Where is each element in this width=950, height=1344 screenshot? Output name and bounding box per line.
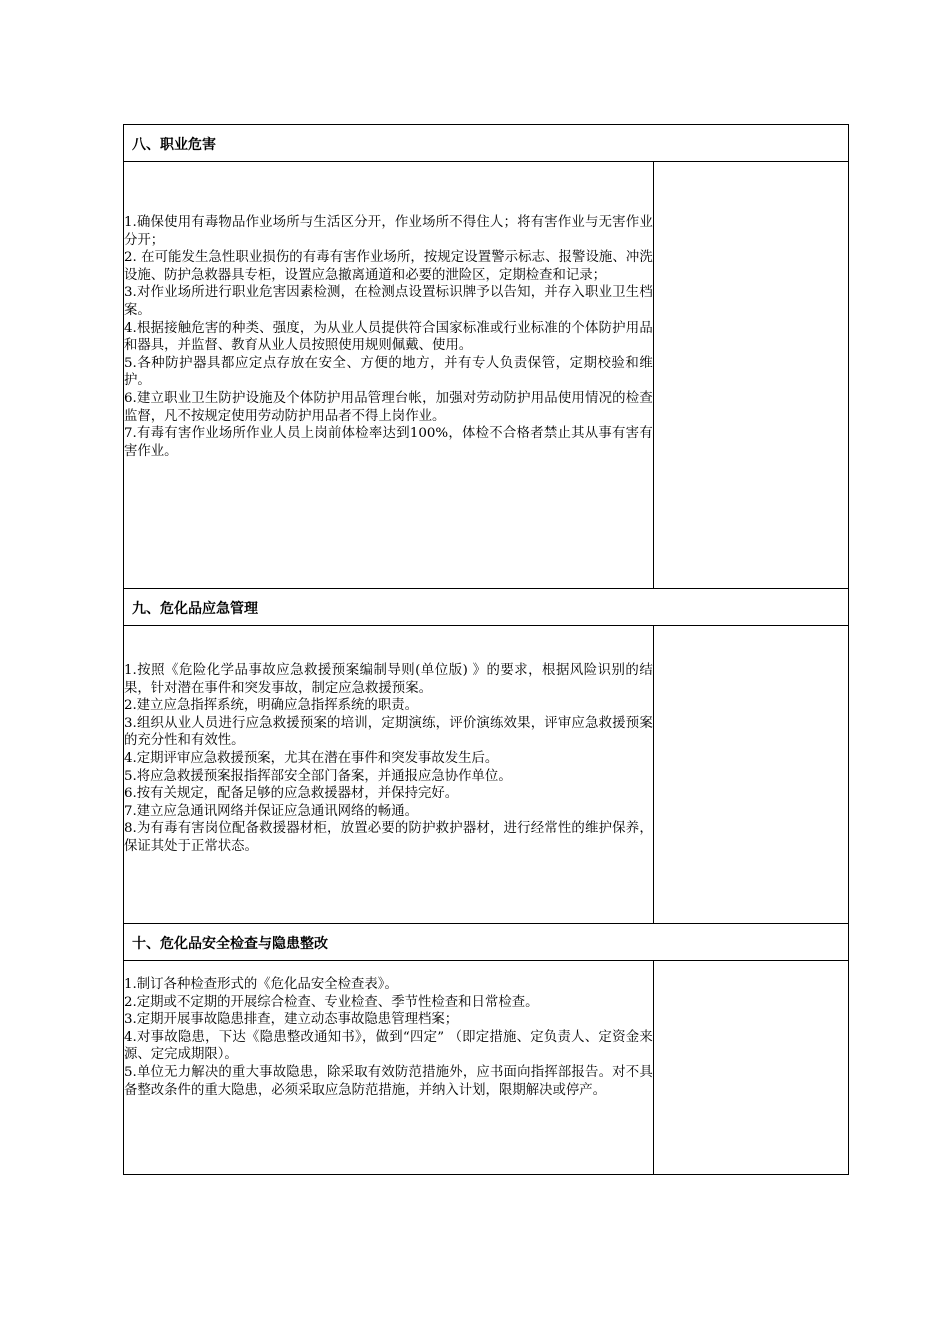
list-item: 3.组织从业人员进行应急救援预案的培训，定期演练，评价演练效果，评审应急救援预案的充分性和有效性。 bbox=[124, 715, 653, 749]
list-item: 4.定期评审应急救援预案，尤其在潜在事件和突发事故发生后。 bbox=[124, 750, 499, 766]
section-content bbox=[124, 626, 654, 924]
section-title: 九、危化品应急管理 bbox=[124, 589, 849, 626]
remarks-cell bbox=[653, 626, 848, 924]
list-item: 1.确保使用有毒物品作业场所与生活区分开，作业场所不得住人；将有害作业与无害作业分开； bbox=[124, 215, 653, 248]
section-body-emergency-management bbox=[124, 626, 849, 924]
section-body-safety-inspection bbox=[124, 961, 849, 1175]
list-item: 5.单位无力解决的重大事故隐患，除采取有效防范措施外，应书面向指挥部报告。对不具备整改条件的重大隐患，必须采取应急防范措施，并纳入计划，限期解决或停产。 bbox=[124, 1064, 653, 1098]
list-item: 4.根据接触危害的种类、强度，为从业人员提供符合国家标准或行业标准的个体防护用品和器具，并监督、教育从业人员按照使用规则佩戴、使用。 bbox=[124, 320, 653, 354]
section-content bbox=[124, 961, 654, 1175]
section-title: 八、职业危害 bbox=[124, 125, 849, 162]
section-header-emergency-management bbox=[124, 589, 849, 626]
list-item: 2. 在可能发生急性职业损伤的有毒有害作业场所，按规定设置警示标志、报警设施、冲洗设施、防护急救器具专柜，设置应急撤离通道和必要的泄险区，定期检查和记录； bbox=[124, 250, 653, 283]
section-header-safety-inspection bbox=[124, 924, 849, 961]
list-item: 7.建立应急通讯网络并保证应急通讯网络的畅通。 bbox=[124, 803, 418, 819]
section-content bbox=[124, 162, 654, 589]
section-header-occupational-hazards bbox=[124, 125, 849, 162]
section-title: 十、危化品安全检查与隐患整改 bbox=[124, 924, 849, 961]
list-item: 2.建立应急指挥系统，明确应急指挥系统的职责。 bbox=[124, 698, 418, 714]
list-item: 3.对作业场所进行职业危害因素检测，在检测点设置标识牌予以告知，并存入职业卫生档案。 bbox=[124, 285, 653, 318]
list-item: 5.将应急救援预案报指挥部安全部门备案，并通报应急协作单位。 bbox=[124, 768, 512, 784]
list-item: 2.定期或不定期的开展综合检查、专业检查、季节性检查和日常检查。 bbox=[124, 994, 539, 1010]
list-item: 1.制订各种检查形式的《危化品安全检查表》。 bbox=[124, 977, 398, 992]
list-item: 1.按照《危险化学品事故应急救援预案编制导则(单位版) 》的要求，根据风险识别的结果，针对潜在事件和突发事故，制定应急救援预案。 bbox=[124, 663, 653, 696]
list-item: 5.各种防护器具都应定点存放在安全、方便的地方，并有专人负责保管，定期校验和维护。 bbox=[124, 355, 653, 389]
list-item: 6.建立职业卫生防护设施及个体防护用品管理台帐，加强对劳动防护用品使用情况的检查监督，凡不按规定使用劳动防护用品者不得上岗作业。 bbox=[124, 390, 653, 424]
list-item: 8.为有毒有害岗位配备救援器材柜，放置必要的防护救护器材，进行经常性的维护保养，保证其处于正常状态。 bbox=[124, 821, 653, 854]
list-item: 6.按有关规定，配备足够的应急救援器材，并保持完好。 bbox=[124, 786, 459, 802]
section-body-occupational-hazards bbox=[124, 162, 849, 589]
remarks-cell bbox=[653, 162, 848, 589]
list-item: 4.对事故隐患，下达《隐患整改通知书》，做到“四定” （即定措施、定负责人、定资金来源、定完成期限）。 bbox=[124, 1029, 653, 1063]
list-item: 7.有毒有害作业场所作业人员上岗前体检率达到100%，体检不合格者禁止其从事有害有害作业。 bbox=[124, 426, 653, 459]
safety-management-table bbox=[123, 124, 849, 1175]
list-item: 3.定期开展事故隐患排查，建立动态事故隐患管理档案； bbox=[124, 1012, 459, 1028]
remarks-cell bbox=[653, 961, 848, 1175]
